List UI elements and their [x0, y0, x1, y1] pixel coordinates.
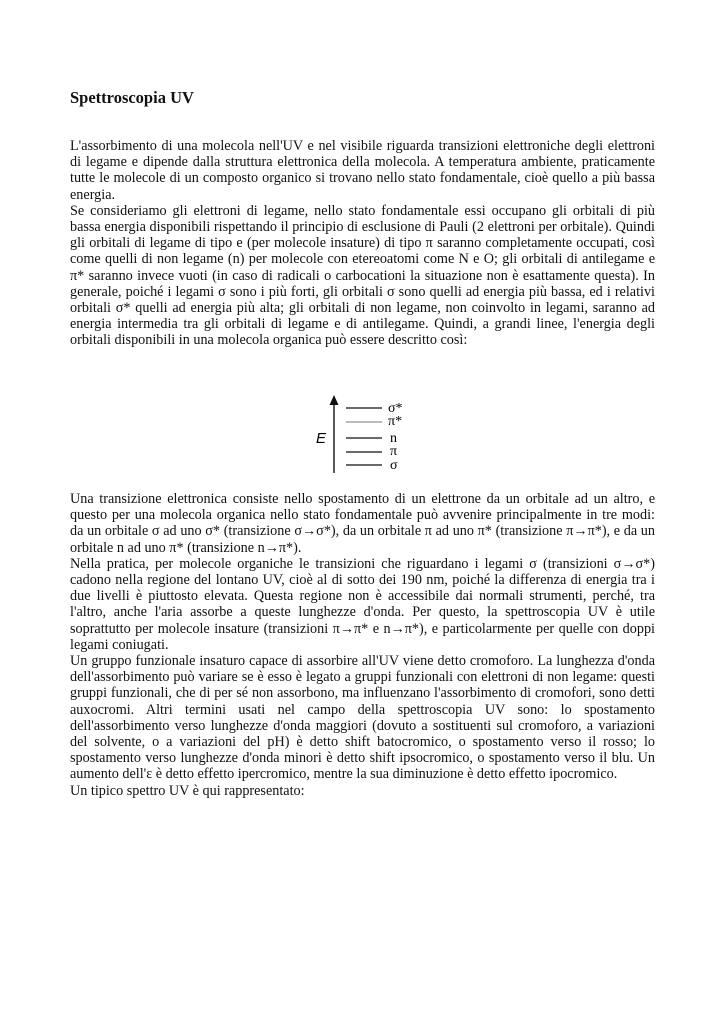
energy-level-diagram	[312, 393, 432, 477]
body-text	[70, 491, 655, 799]
level-label-sigma-star: σ*	[388, 401, 403, 416]
level-label-pi-star: π*	[388, 414, 403, 429]
intro-text	[70, 138, 655, 349]
paragraph-chromophore: Un gruppo funzionale insaturo capace di assorbire all'UV viene detto cromoforo. La lunghezza d'onda dell'assorbimento può variare se è esso è legato a gruppi funzionali con elettroni di non legame: questi gruppi funzionali, che di per sé non assorbono, ma influenzano l'assorbimento di cromofori, sono detti auxocromi. Altri termini usati nel campo della spettroscopia UV sono: lo spostamento dell'assorbimento verso lunghezze d'onda maggiori (dovuto a sostituenti sul cromoforo, a variazioni del solvente, o a variazioni del pH) è detto shift batocromico, o spostamento verso il rosso; lo spostamento verso lunghezze d'onda minori è detto shift ipsocromico, o spostamento verso il blu. Un aumento dell'ε è detto effetto ipercromico, mentre la sua diminuzione è detto effetto ipocromico.	[70, 653, 655, 783]
energy-axis-label: E	[316, 430, 327, 447]
level-label-pi: π	[390, 444, 398, 459]
energy-axis-arrowhead	[330, 395, 339, 405]
paragraph-spectrum-intro: Un tipico spettro UV è qui rappresentato:	[70, 782, 305, 799]
paragraph-intro-absorption: L'assorbimento di una molecola nell'UV e nel visibile riguarda transizioni elettroniche degli elettroni di legame e dipende dalla struttura elettronica della molecola. A temperatura ambiente, praticamente tutte le molecole di un composto organico si trovano nello stato fondamentale, cioè quello a più bassa energia.	[70, 138, 655, 203]
paragraph-intro-orbitals: Se consideriamo gli elettroni di legame, nello stato fondamentale essi occupano gli orbitali di più bassa energia disponibili rispettando il principio di esclusione di Pauli (2 elettroni per orbitale). Quindi gli orbitali di legame di tipo e (per molecole insature) di tipo π saranno completamente occupati, così come quelli di non legame (n) per molecole con etereoatomi come N e O; gli orbitali di antilegame e π* saranno invece vuoti (in caso di radicali o carbocationi la situazione non è esattamente questa). In generale, poiché i legami σ sono i più forti, gli orbitali σ sono quelli ad energia più bassa, ed i relativi orbitali σ* quelli ad energia più alta; gli orbitali di non legame, non coinvolto in legami, saranno ad energia intermedia tra gli orbitali di legame e di antilegame. Quindi, a grandi linee, l'energia degli orbitali disponibili in una molecola organica può essere descritto così:	[70, 202, 655, 349]
page-title: Spettroscopia UV	[70, 88, 194, 107]
paragraph-practice: Nella pratica, per molecole organiche le transizioni che riguardano i legami σ (transizioni σ→σ*) cadono nella regione del lontano UV, cioè al di sotto dei 190 nm, poiché la differenza di energia tra i due livelli è piuttosto elevata. Questa regione non è accessibile dai normali strumenti, perché, tra l'altro, anche l'aria assorbe a queste lunghezze d'onda. Per questo, la spettroscopia UV è utile soprattutto per molecole insature (transizioni π→π* e n→π*), e particolarmente per quelle con doppi legami coniugati.	[70, 555, 655, 653]
level-label-n: n	[390, 431, 397, 446]
paragraph-transitions: Una transizione elettronica consiste nello spostamento di un elettrone da un orbitale ad un altro, e questo per una molecola organica nello stato fondamentale può avvenire principalmente in tre modi: da un orbitale σ ad uno σ* (transizione σ→σ*), da un orbitale π ad uno π* (transizione π→π*), e da un orbitale n ad uno π* (transizione n→π*).	[70, 491, 655, 556]
level-label-sigma: σ	[390, 458, 398, 473]
